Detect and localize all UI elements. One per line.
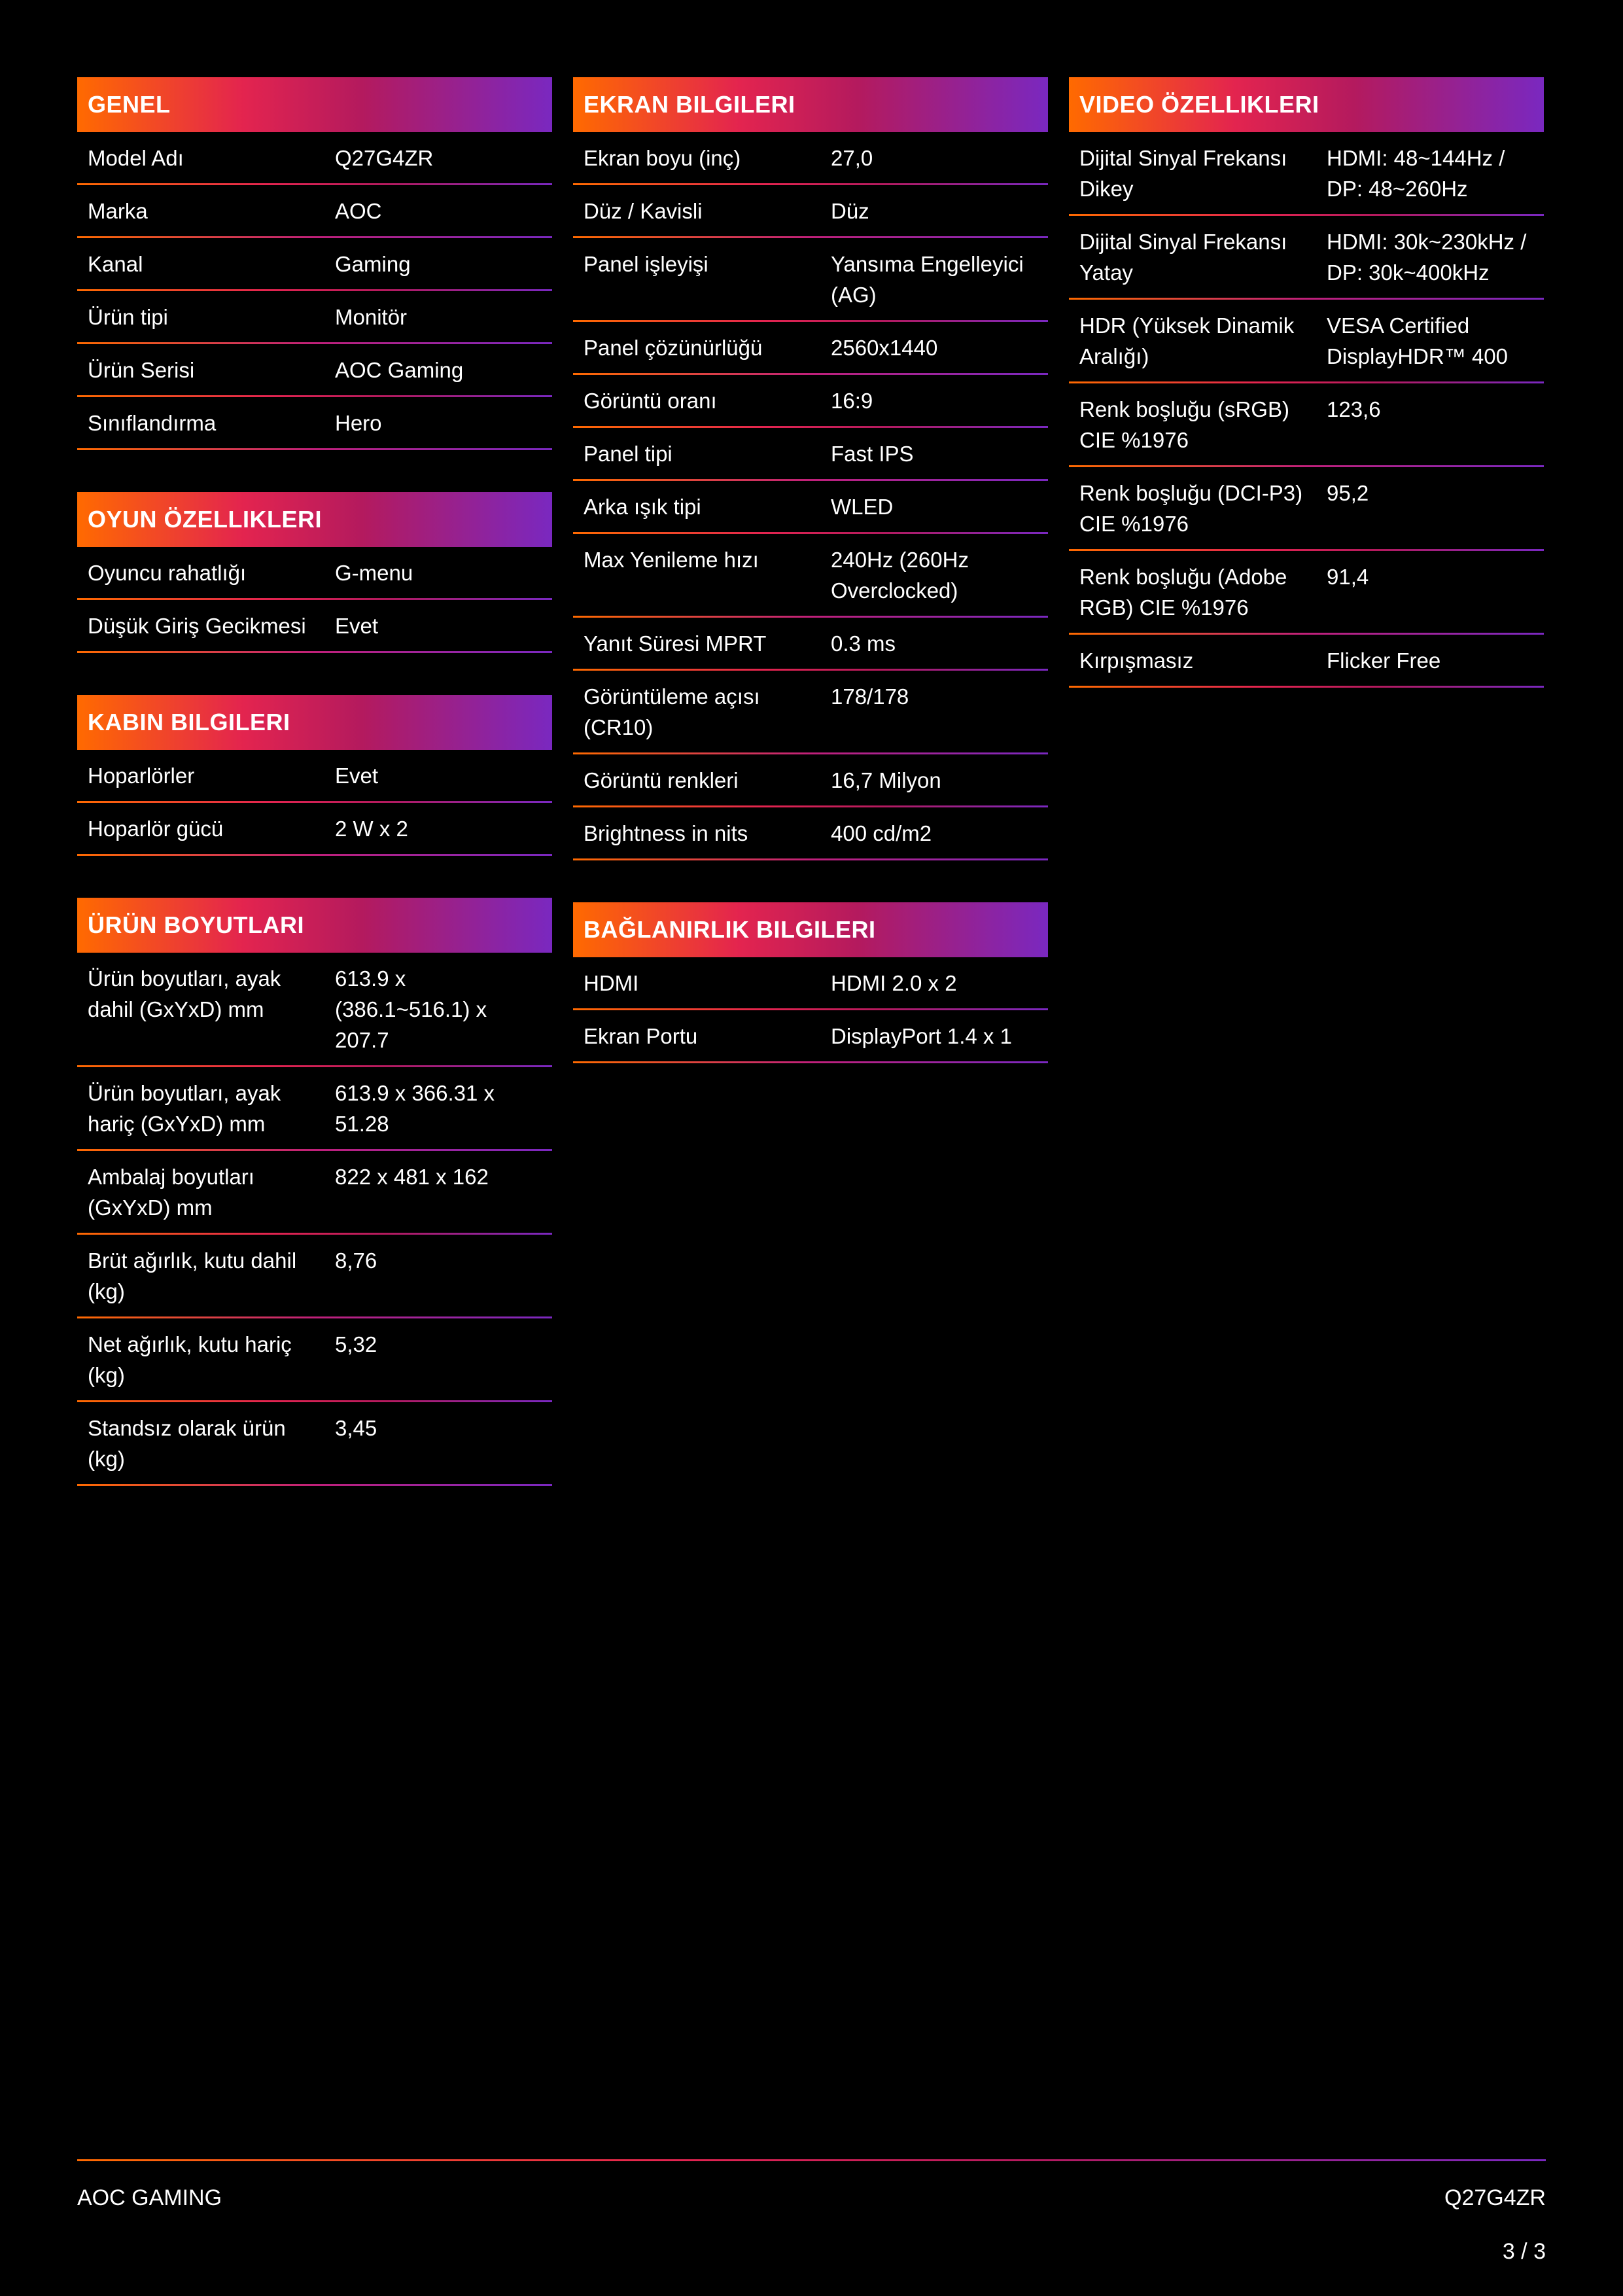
spec-label: Yanıt Süresi MPRT [584,631,767,656]
spec-row [573,428,1048,481]
footer-brand: AOC GAMING [77,2185,222,2210]
spec-value: 240Hz (260Hz Overclocked) [831,548,969,603]
spec-row [77,1235,552,1318]
section-ekran-bilgileri [573,77,1048,860]
spec-label: Görüntü renkleri [584,768,739,792]
spec-value: 2560x1440 [831,336,938,360]
spec-value: Q27G4ZR [335,146,434,170]
spec-label: Ürün Serisi [88,358,195,382]
spec-label: Panel çözünürlüğü [584,336,763,360]
section-genel [77,77,552,450]
spec-row [77,344,552,397]
spec-label: Ambalaj boyutları (GxYxD) mm [88,1165,254,1220]
column-right [1069,77,1544,730]
spec-row [573,618,1048,671]
spec-label: Düşük Giriş Gecikmesi [88,614,306,638]
spec-label: Görüntüleme açısı (CR10) [584,684,760,739]
spec-row [573,185,1048,238]
footer-divider [77,2159,1546,2161]
spec-row [573,238,1048,322]
section-baglanirlik-bilgileri [573,902,1048,1063]
column-middle [573,77,1048,1105]
spec-label: Panel işleyişi [584,252,708,276]
spec-value: AOC [335,199,382,223]
spec-label: Brüt ağırlık, kutu dahil (kg) [88,1248,297,1303]
section-header: KABIN BILGILERI [77,695,552,750]
spec-value: Monitör [335,305,408,329]
section-kabin-bilgileri [77,695,552,856]
spec-row [573,322,1048,375]
spec-label: Ürün boyutları, ayak hariç (GxYxD) mm [88,1081,281,1136]
spec-value: Flicker Free [1327,648,1441,673]
spec-row [573,957,1048,1010]
spec-row [573,481,1048,534]
spec-row [77,397,552,450]
spec-value: 16,7 Milyon [831,768,941,792]
spec-row [573,1010,1048,1063]
spec-label: Düz / Kavisli [584,199,703,223]
spec-row [573,754,1048,807]
section-header: ÜRÜN BOYUTLARI [77,898,552,953]
section-urun-boyutlari [77,898,552,1486]
spec-row [77,132,552,185]
section-header: OYUN ÖZELLIKLERI [77,492,552,547]
spec-row [77,291,552,344]
spec-value: 5,32 [335,1332,377,1356]
spec-value: HDMI 2.0 x 2 [831,971,957,995]
spec-label: Brightness in nits [584,821,748,845]
spec-row [77,1067,552,1151]
spec-row [1069,216,1544,300]
spec-label: Sınıflandırma [88,411,217,435]
spec-row [573,375,1048,428]
spec-row [77,1318,552,1402]
spec-row [77,547,552,600]
spec-label: Standsız olarak ürün (kg) [88,1416,286,1471]
spec-row [77,238,552,291]
spec-label: Dijital Sinyal Frekansı Dikey [1079,146,1287,201]
spec-value: 16:9 [831,389,873,413]
spec-value: 613.9 x 366.31 x 51.28 [335,1081,495,1136]
spec-label: Arka ışık tipi [584,495,701,519]
spec-label: Kanal [88,252,143,276]
spec-value: 400 cd/m2 [831,821,932,845]
spec-row [1069,383,1544,467]
spec-value: 2 W x 2 [335,817,408,841]
spec-row [573,534,1048,618]
spec-value: Düz [831,199,869,223]
spec-label: HDMI [584,971,639,995]
spec-row [573,132,1048,185]
spec-value: Hero [335,411,382,435]
column-left [77,77,552,1528]
spec-row [77,953,552,1067]
spec-row [1069,132,1544,216]
spec-label: Panel tipi [584,442,672,466]
spec-row [77,750,552,803]
spec-value: 613.9 x (386.1~516.1) x 207.7 [335,966,487,1052]
spec-label: Oyuncu rahatlığı [88,561,247,585]
footer-model: Q27G4ZR [1444,2185,1546,2210]
spec-value: Yansıma Engelleyici (AG) [831,252,1024,307]
spec-value: 123,6 [1327,397,1381,421]
spec-row [1069,300,1544,383]
spec-value: 8,76 [335,1248,377,1273]
spec-value: Gaming [335,252,411,276]
spec-row [1069,551,1544,635]
spec-value: 27,0 [831,146,873,170]
spec-value: Fast IPS [831,442,914,466]
spec-value: DisplayPort 1.4 x 1 [831,1024,1012,1048]
section-oyun-ozellikleri [77,492,552,653]
spec-label: HDR (Yüksek Dinamik Aralığı) [1079,313,1295,368]
spec-label: Dijital Sinyal Frekansı Yatay [1079,230,1287,285]
spec-label: Ekran boyu (inç) [584,146,741,170]
spec-row [77,185,552,238]
spec-row [573,671,1048,754]
spec-label: Kırpışmasız [1079,648,1194,673]
spec-value: HDMI: 30k~230kHz / DP: 30k~400kHz [1327,230,1527,285]
spec-label: Ürün boyutları, ayak dahil (GxYxD) mm [88,966,281,1021]
section-header: GENEL [77,77,552,132]
spec-row [77,600,552,653]
spec-label: Max Yenileme hızı [584,548,759,572]
spec-label: Renk boşluğu (sRGB) CIE %1976 [1079,397,1289,452]
spec-label: Model Adı [88,146,184,170]
spec-row [77,1402,552,1486]
spec-value: WLED [831,495,894,519]
spec-row [1069,635,1544,688]
spec-value: 178/178 [831,684,909,709]
spec-value: 3,45 [335,1416,377,1440]
spec-row [77,1151,552,1235]
spec-label: Ürün tipi [88,305,168,329]
spec-value: 822 x 481 x 162 [335,1165,489,1189]
page-number: 3 / 3 [1502,2239,1546,2264]
spec-value: Evet [335,764,379,788]
spec-row [77,803,552,856]
spec-label: Görüntü oranı [584,389,717,413]
spec-label: Renk boşluğu (Adobe RGB) CIE %1976 [1079,565,1287,620]
spec-value: AOC Gaming [335,358,464,382]
spec-row [573,807,1048,860]
spec-label: Net ağırlık, kutu hariç (kg) [88,1332,292,1387]
spec-value: 91,4 [1327,565,1369,589]
section-header: EKRAN BILGILERI [573,77,1048,132]
spec-value: VESA Certified DisplayHDR™ 400 [1327,313,1508,368]
spec-value: 95,2 [1327,481,1369,505]
section-header: VIDEO ÖZELLIKLERI [1069,77,1544,132]
spec-sheet-page [77,77,1546,2171]
spec-value: HDMI: 48~144Hz / DP: 48~260Hz [1327,146,1505,201]
spec-value: G-menu [335,561,413,585]
section-video-ozellikleri [1069,77,1544,688]
spec-label: Marka [88,199,148,223]
spec-row [1069,467,1544,551]
spec-label: Ekran Portu [584,1024,698,1048]
spec-label: Renk boşluğu (DCI-P3) CIE %1976 [1079,481,1303,536]
spec-value: 0.3 ms [831,631,896,656]
spec-value: Evet [335,614,379,638]
spec-label: Hoparlör gücü [88,817,224,841]
spec-label: Hoparlörler [88,764,195,788]
section-header: BAĞLANIRLIK BILGILERI [573,902,1048,957]
